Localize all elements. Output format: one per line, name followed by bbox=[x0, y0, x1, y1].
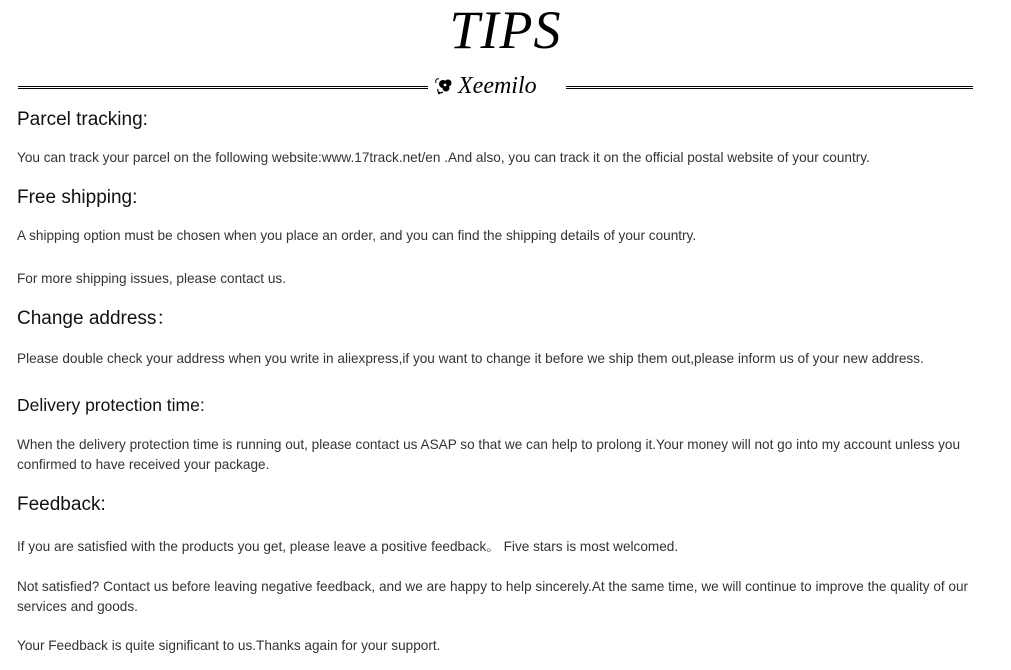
section-text-change-address: Please double check your address when you write in aliexpress,if you want to change it before we ship them out,please inform us of your new address. bbox=[17, 351, 924, 366]
divider-line-right bbox=[566, 86, 973, 89]
flower-logo-icon bbox=[434, 75, 456, 97]
section-heading-parcel-tracking: Parcel tracking: bbox=[17, 109, 148, 130]
section-text-feedback-2: Not satisfied? Contact us before leaving negative feedback, and we are happy to help sincerely.At the same time, we will continue to improve the quality of our services and goods. bbox=[17, 579, 969, 614]
section-heading-feedback: Feedback: bbox=[17, 494, 106, 515]
brand-mark bbox=[434, 72, 564, 100]
page-title: TIPS bbox=[449, 0, 562, 60]
section-text-feedback-3: Your Feedback is quite significant to us.Thanks again for your support. bbox=[17, 638, 441, 653]
section-text-parcel-tracking: You can track your parcel on the following website:www.17track.net/en .And also, you can track it on the official postal website of your country. bbox=[17, 150, 870, 165]
section-heading-free-shipping: Free shipping: bbox=[17, 187, 138, 208]
section-text-delivery-protection: When the delivery protection time is running out, please contact us ASAP so that we can help to prolong it.Your money will not go into my account unless you confirmed to have received your package. bbox=[17, 437, 961, 472]
brand-divider bbox=[18, 72, 973, 100]
section-text-feedback-1: If you are satisfied with the products you get, please leave a positive feedback。 Five stars is most welcomed. bbox=[17, 539, 679, 554]
section-text-free-shipping-2: For more shipping issues, please contact us. bbox=[17, 271, 286, 286]
brand-name: Xeemilo bbox=[458, 73, 537, 99]
divider-line-left bbox=[18, 86, 428, 89]
section-heading-delivery-protection: Delivery protection time: bbox=[17, 395, 205, 415]
section-heading-change-address: Change address： bbox=[17, 308, 176, 329]
section-text-free-shipping-1: A shipping option must be chosen when you place an order, and you can find the shipping details of your country. bbox=[17, 228, 697, 243]
